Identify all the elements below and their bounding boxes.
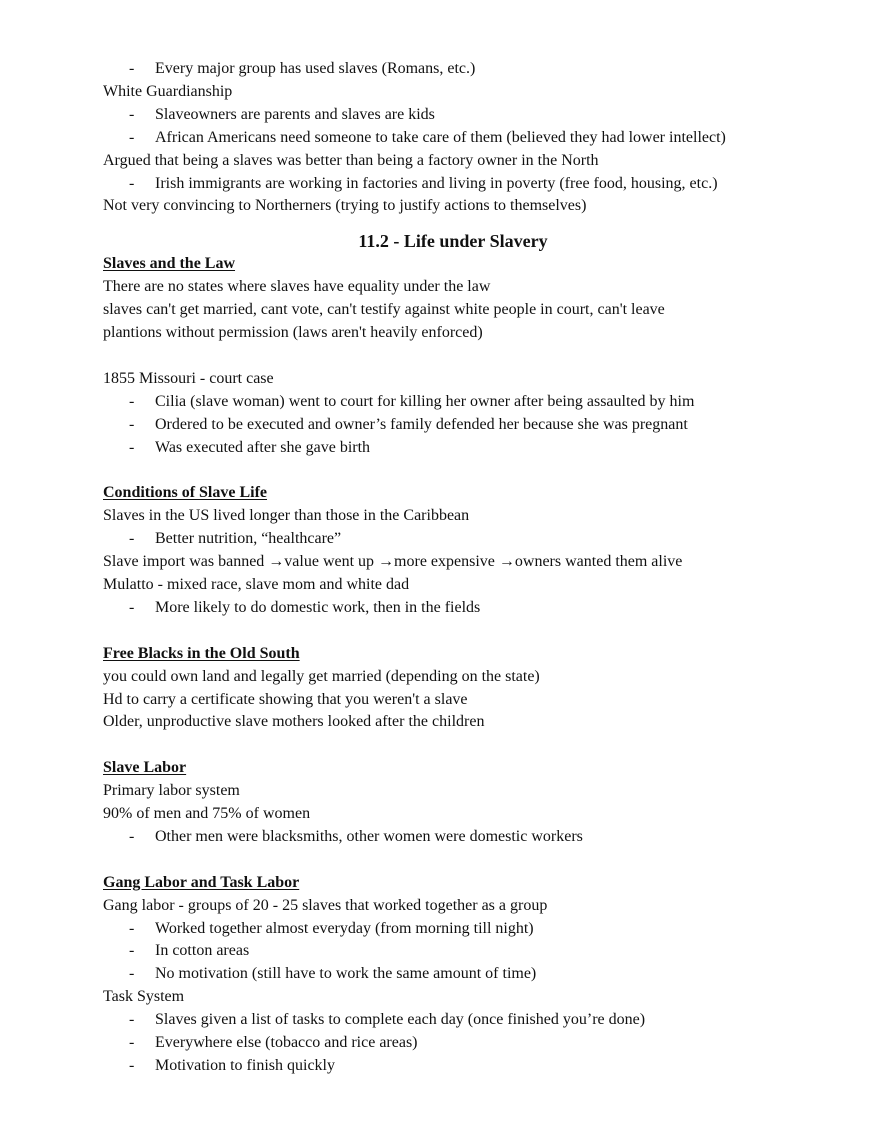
heading-gang-labor-and-task-labor: Gang Labor and Task Labor	[103, 873, 300, 891]
bullet-dash: -	[129, 60, 135, 77]
bullet-dash: -	[129, 438, 135, 456]
text-line: Task System	[103, 988, 185, 1006]
blank-line	[103, 849, 803, 872]
bullet-dash: -	[129, 392, 135, 410]
heading-free-blacks: Free Blacks in the Old South	[103, 644, 300, 662]
list-item-text: Ordered to be executed and owner’s family defended her because she was pregnant	[155, 415, 688, 433]
list-item	[103, 1009, 803, 1032]
text-line: There are no states where slaves have equality under the law	[103, 278, 491, 296]
list-item	[103, 173, 803, 196]
text-line: you could own land and legally get married (depending on the state)	[103, 667, 540, 685]
bullet-dash: -	[129, 1056, 135, 1074]
list-item	[103, 104, 803, 127]
bullet-dash: -	[129, 598, 135, 616]
list-item-text: Cilia (slave woman) went to court for killing her owner after being assaulted by him	[155, 392, 695, 410]
list-item-text: Better nutrition, “healthcare”	[155, 530, 342, 548]
document-page	[103, 58, 803, 1078]
text-line: Mulatto - mixed race, slave mom and white dad	[103, 576, 410, 593]
list-item	[103, 58, 803, 81]
text-line: Older, unproductive slave mothers looked after the children	[103, 713, 485, 731]
list-item	[103, 528, 803, 551]
text-line: Slaves in the US lived longer than those in the Caribbean	[103, 507, 470, 525]
list-item-text: Worked together almost everyday (from morning till night)	[155, 919, 534, 937]
text-line: plantions without permission (laws aren't heavily enforced)	[103, 324, 483, 342]
list-item-text: In cotton areas	[155, 942, 250, 960]
text-line: Not very convincing to Northerners (trying to justify actions to themselves)	[103, 197, 587, 215]
bullet-dash: -	[129, 530, 135, 548]
heading-conditions-of-slave-life: Conditions of Slave Life	[103, 484, 268, 502]
text-line: slaves can't get married, cant vote, can't testify against white people in court, can't leave	[103, 301, 665, 319]
bullet-dash: -	[129, 965, 135, 983]
bullet-dash: -	[129, 1011, 135, 1029]
list-item	[103, 918, 803, 941]
bullet-dash: -	[129, 942, 135, 960]
list-item-text: African Americans need someone to take care of them (believed they had lower intellect)	[155, 128, 726, 146]
list-item-text: Slaves given a list of tasks to complete each day (once finished you’re done)	[155, 1011, 646, 1029]
list-item	[103, 437, 803, 460]
bullet-dash: -	[129, 919, 135, 937]
text-line: 90% of men and 75% of women	[103, 805, 311, 823]
list-item	[103, 391, 803, 414]
list-item	[103, 940, 803, 963]
text-line: Hd to carry a certificate showing that you weren't a slave	[103, 690, 468, 708]
text-line: Gang labor - groups of 20 - 25 slaves that worked together as a group	[103, 896, 548, 914]
heading-slaves-and-the-law: Slaves and the Law	[103, 255, 236, 273]
blank-line	[103, 345, 803, 368]
heading-slave-labor: Slave Labor	[103, 759, 187, 777]
blank-line	[103, 459, 803, 482]
list-item-text: Every major group has used slaves (Romans, etc.)	[155, 60, 476, 77]
blank-line	[103, 620, 803, 643]
list-item-text: Was executed after she gave birth	[155, 438, 371, 456]
text-line: White Guardianship	[103, 82, 233, 100]
bullet-dash: -	[129, 1034, 135, 1052]
section-title: 11.2 - Life under Slavery	[358, 231, 548, 252]
list-item-text: More likely to do domestic work, then in the fields	[155, 598, 481, 616]
list-item-text: Other men were blacksmiths, other women were domestic workers	[155, 827, 583, 845]
list-item	[103, 826, 803, 849]
list-item	[103, 1032, 803, 1055]
list-item	[103, 963, 803, 986]
list-item-text: Irish immigrants are working in factories and living in poverty (free food, housing, etc.)	[155, 174, 718, 192]
list-item-text: No motivation (still have to work the same amount of time)	[155, 965, 537, 983]
bullet-dash: -	[129, 174, 135, 192]
list-item	[103, 127, 803, 150]
blank-line	[103, 734, 803, 757]
list-item-text: Slaveowners are parents and slaves are kids	[155, 105, 435, 123]
text-line: Primary labor system	[103, 782, 240, 800]
text-line: 1855 Missouri - court case	[103, 369, 274, 387]
text-line: Slave import was banned →value went up →more expensive →owners wanted them alive	[103, 553, 683, 571]
bullet-dash: -	[129, 105, 135, 123]
bullet-dash: -	[129, 128, 135, 146]
list-item	[103, 597, 803, 620]
text-line: Argued that being a slaves was better than being a factory owner in the North	[103, 151, 599, 169]
bullet-dash: -	[129, 415, 135, 433]
bullet-dash: -	[129, 827, 135, 845]
list-item	[103, 414, 803, 437]
list-item-text: Motivation to finish quickly	[155, 1056, 335, 1074]
list-item-text: Everywhere else (tobacco and rice areas)	[155, 1034, 418, 1052]
list-item	[103, 1055, 803, 1078]
